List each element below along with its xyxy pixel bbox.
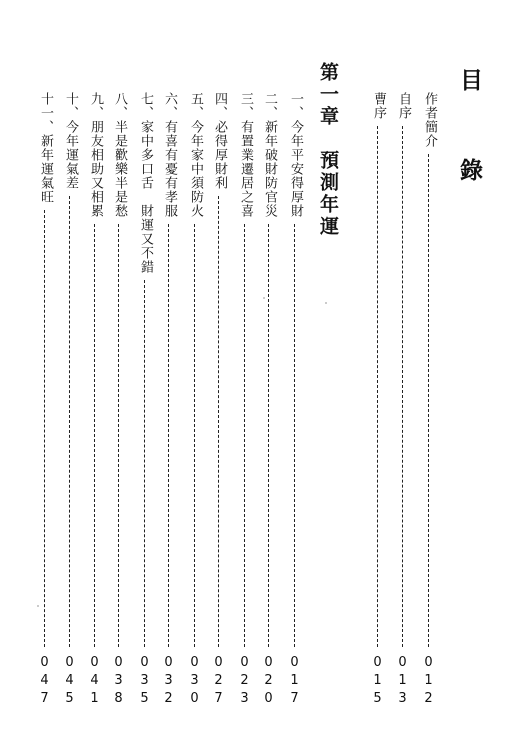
toc-entry-label[interactable]: 九、朋友相助又相累 bbox=[88, 92, 103, 218]
page-number[interactable]: 015 bbox=[370, 655, 385, 709]
dot-leader bbox=[118, 224, 119, 647]
page-number[interactable]: 041 bbox=[87, 655, 102, 709]
dot-leader bbox=[94, 224, 95, 647]
dot-leader bbox=[402, 126, 403, 647]
toc-entry-label[interactable]: 十一、新年運氣旺 bbox=[38, 92, 53, 204]
dot-leader bbox=[168, 224, 169, 647]
dot-leader bbox=[428, 154, 429, 647]
dot-leader bbox=[218, 196, 219, 647]
chapter-heading bbox=[315, 62, 342, 238]
toc-entry-label[interactable]: 六、有喜有憂有孝服 bbox=[162, 92, 177, 218]
toc-entry-label[interactable]: 自序 bbox=[396, 92, 411, 120]
page-number[interactable]: 017 bbox=[287, 655, 302, 709]
page-number[interactable]: 032 bbox=[161, 655, 176, 709]
scan-speck bbox=[37, 605, 39, 607]
page-number[interactable]: 027 bbox=[211, 655, 226, 709]
dot-leader bbox=[44, 210, 45, 647]
page-number[interactable]: 047 bbox=[37, 655, 52, 709]
toc-entry-label[interactable]: 作者簡介 bbox=[422, 92, 437, 148]
toc-entry-label[interactable]: 十、今年運氣差 bbox=[63, 92, 78, 190]
dot-leader bbox=[244, 224, 245, 647]
chapter-number: 第一章 bbox=[317, 62, 339, 128]
page-number[interactable]: 023 bbox=[237, 655, 252, 709]
chapter-title: 預測年運 bbox=[317, 150, 339, 238]
scan-speck bbox=[263, 297, 265, 299]
page-number[interactable]: 035 bbox=[137, 655, 152, 709]
toc-entry-label[interactable]: 五、今年家中須防火 bbox=[188, 92, 203, 218]
dot-leader bbox=[69, 196, 70, 647]
page-number[interactable]: 045 bbox=[62, 655, 77, 709]
toc-entry-label[interactable]: 一、今年平安得厚財 bbox=[288, 92, 303, 218]
scan-speck bbox=[325, 302, 327, 304]
page-title: 目 錄 bbox=[456, 68, 483, 201]
toc-entry-label[interactable]: 三、有置業遷居之喜 bbox=[238, 92, 253, 218]
page-number[interactable]: 012 bbox=[421, 655, 436, 709]
toc-entry-label[interactable]: 七、家中多口舌 財運又不錯 bbox=[138, 92, 153, 274]
dot-leader bbox=[294, 224, 295, 647]
dot-leader bbox=[377, 126, 378, 647]
dot-leader bbox=[194, 224, 195, 647]
toc-entry-label[interactable]: 曹序 bbox=[371, 92, 386, 120]
toc-entry-label[interactable]: 二、新年破財防官災 bbox=[262, 92, 277, 218]
page-number[interactable]: 030 bbox=[187, 655, 202, 709]
dot-leader bbox=[144, 280, 145, 647]
toc-entry-label[interactable]: 八、半是歡樂半是愁 bbox=[112, 92, 127, 218]
page-number[interactable]: 038 bbox=[111, 655, 126, 709]
dot-leader bbox=[268, 224, 269, 647]
toc-entry-label[interactable]: 四、必得厚財利 bbox=[212, 92, 227, 190]
page-number[interactable]: 020 bbox=[261, 655, 276, 709]
page-number[interactable]: 013 bbox=[395, 655, 410, 709]
